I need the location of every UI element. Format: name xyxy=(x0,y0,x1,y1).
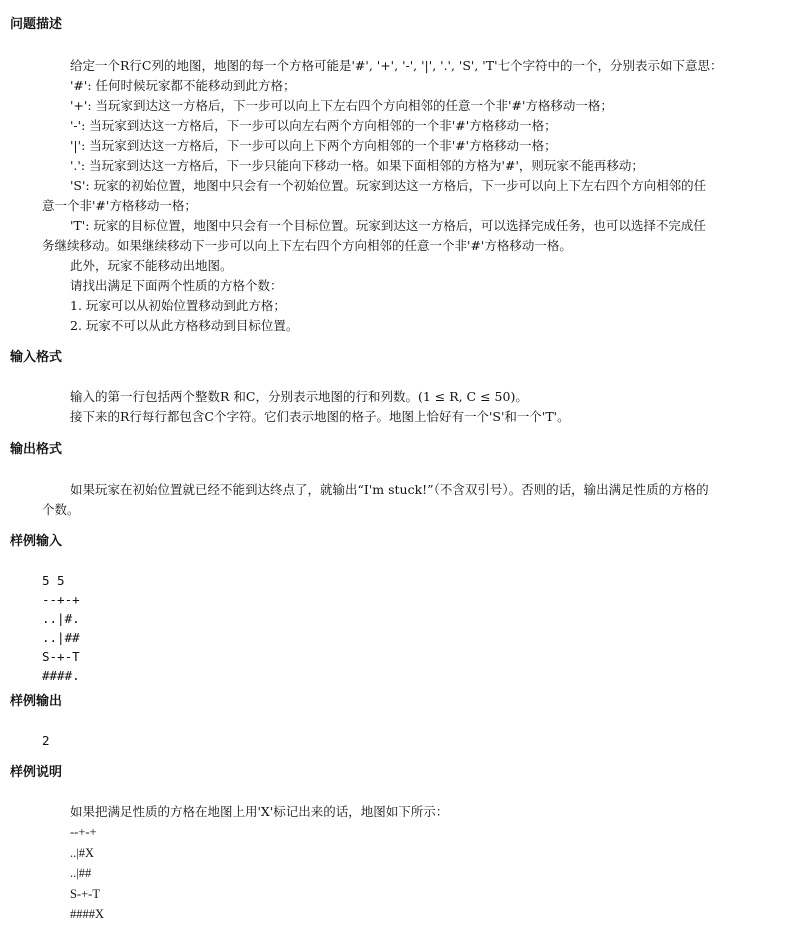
problem-line: 给定一个R行C列的地图，地图的每一个方格可能是'#', '+', '-', '|', '.', 'S', 'T'七个字符中的一个，分别表示如下意思： xyxy=(70,58,723,73)
section-title-sample-input: 样例输入 xyxy=(10,534,63,549)
problem-line: '-': 当玩家到达这一方格后，下一步可以向左右两个方向相邻的一个非'#'方格移动一格； xyxy=(70,118,557,133)
sample-explanation-intro xyxy=(42,802,782,822)
problem-line: '+': 当玩家到达这一方格后，下一步可以向上下左右四个方向相邻的任意一个非'#'方格移动一格； xyxy=(70,98,613,113)
problem-line: 意一个非'#'方格移动一格； xyxy=(42,198,197,213)
problem-description xyxy=(42,56,782,336)
section-title-input-format: 输入格式 xyxy=(10,350,63,365)
problem-line: '|': 当玩家到达这一方格后，下一步可以向上下两个方向相邻的一个非'#'方格移动一格； xyxy=(70,138,557,153)
section-title-output-format: 输出格式 xyxy=(10,442,63,457)
section-title-sample-output: 样例输出 xyxy=(10,694,63,709)
problem-line: 2. 玩家不可以从此方格移动到目标位置。 xyxy=(70,318,299,333)
input-format-description xyxy=(42,387,782,427)
sample-input-code: 5 5 --+-+ ..|#. ..|## S-+-T ####. xyxy=(42,573,80,683)
sample-explanation-map: --+-+ ..|#X ..|## S-+-T ####X xyxy=(70,825,105,921)
sample-output-code: 2 xyxy=(42,733,50,748)
section-title-sample-explanation: 样例说明 xyxy=(10,765,63,780)
input-format-line: 接下来的R行每行都包含C个字符。它们表示地图的格子。地图上恰好有一个'S'和一个'T'。 xyxy=(70,409,570,424)
problem-line: 'T': 玩家的目标位置，地图中只会有一个目标位置。玩家到达这一方格后，可以选择完成任务，也可以选择不完成任 xyxy=(70,218,706,233)
problem-line: 请找出满足下面两个性质的方格个数： xyxy=(70,278,283,293)
problem-line: 此外，玩家不能移动出地图。 xyxy=(70,258,233,273)
section-title-problem: 问题描述 xyxy=(10,17,63,32)
input-format-line: 输入的第一行包括两个整数R 和C，分别表示地图的行和列数。(1 ≤ R, C ≤ 50)。 xyxy=(70,389,528,404)
problem-line: '.': 当玩家到达这一方格后，下一步只能向下移动一格。如果下面相邻的方格为'#'，则玩家不能再移动； xyxy=(70,158,644,173)
output-format-line: 个数。 xyxy=(42,502,80,517)
problem-line: 1. 玩家可以从初始位置移动到此方格； xyxy=(70,298,286,313)
sample-explanation-line: 如果把满足性质的方格在地图上用'X'标记出来的话，地图如下所示： xyxy=(70,804,449,819)
problem-line: 务继续移动。如果继续移动下一步可以向上下左右四个方向相邻的任意一个非'#'方格移动一格。 xyxy=(42,238,572,253)
output-format-line: 如果玩家在初始位置就已经不能到达终点了，就输出“I'm stuck!”（不含双引号）。否则的话，输出满足性质的方格的 xyxy=(70,482,709,497)
output-format-description xyxy=(42,480,782,520)
problem-line: 'S': 玩家的初始位置，地图中只会有一个初始位置。玩家到达这一方格后，下一步可以向上下左右四个方向相邻的任 xyxy=(70,178,707,193)
problem-line: '#': 任何时候玩家都不能移动到此方格； xyxy=(70,78,296,93)
